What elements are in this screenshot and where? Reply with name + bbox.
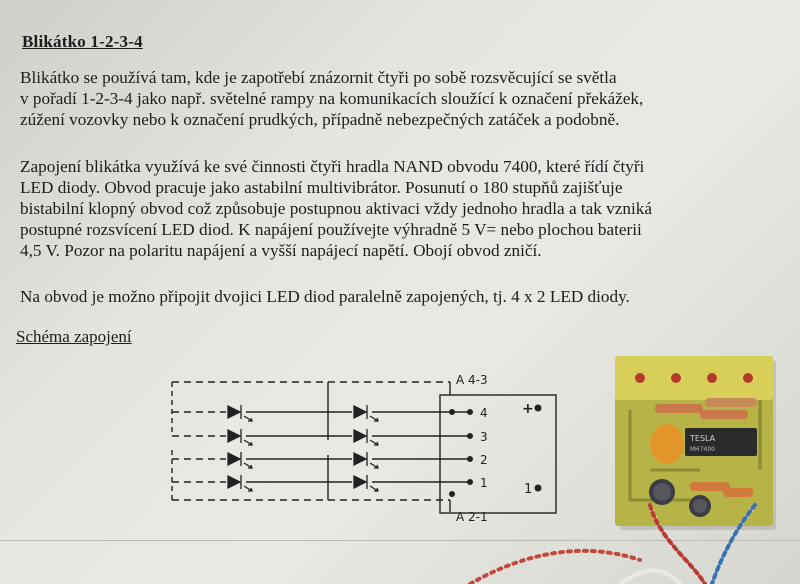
pin-label-4: 4 [480,406,488,420]
terminal-dot [449,409,455,415]
board-photo [470,356,776,584]
terminal-dot [535,405,542,412]
chip-brand: TESLA [690,434,716,443]
led-icon [354,405,378,421]
document-title: Blikátko 1-2-3-4 [22,32,143,51]
led-icon [228,429,252,445]
pin-label-3: 3 [480,430,488,444]
label-a21: A 2-1 [456,510,488,524]
paragraph-line: LED diody. Obvod pracuje jako astabilní multivibrátor. Posunutí o 180 stupňů zajišťuje [20,178,623,197]
chip-code: MH7400 [690,446,715,453]
terminal-dot [467,433,473,439]
paragraph-line: Na obvod je možno připojit dvojici LED diod paralelně zapojených, tj. 4 x 2 LED diody. [20,287,630,306]
wiring-diagram [172,382,556,513]
paragraph-line: 4,5 V. Pozor na polaritu napájení a vyšší napájecí napětí. Obojí obvod zničí. [20,241,542,260]
pin-label-1: 1 [480,476,488,490]
paragraph-line: v pořadí 1-2-3-4 jako např. světelné rampy na komunikacích sloužící k označení překážek, [20,89,644,108]
controller-box [440,395,556,513]
terminal-dot [467,456,473,462]
led-icon [354,452,378,468]
led-icon [354,429,378,445]
terminal-dot [535,485,542,492]
schema-heading: Schéma zapojení [16,327,132,346]
led-symbols [228,405,378,491]
led-icon [228,405,252,421]
ceramic-capacitor [650,424,684,464]
terminal-dot [449,491,455,497]
paragraph-line: Zapojení blikátka využívá ke své činnosti čtyři hradla NAND obvodu 7400, které řídí čtyři [20,157,645,176]
paragraph-line: postupné rozsvícení LED diod. K napájení používejte výhradně 5 V= nebo plochou baterii [20,220,642,239]
paragraph-line: Blikátko se používá tam, kde je zapotřebí znázornit čtyři po sobě rozsvěcující se světla [20,68,617,87]
label-a43: A 4-3 [456,373,488,387]
one-label: 1 [524,482,533,497]
terminal-dot [467,409,473,415]
terminal-dot [467,479,473,485]
paragraph-line: bistabilní klopný obvod což způsobuje postupnou aktivaci vždy jednoho hradla a tak vzniká [20,199,652,218]
plus-label: + [522,401,534,417]
led-icon [228,452,252,468]
pin-label-2: 2 [480,453,488,467]
led-icon [228,475,252,491]
paragraph-line: zúžení vozovky nebo k označení prudkých, případně nebezpečných zatáček a podobně. [20,110,620,129]
led-icon [354,475,378,491]
